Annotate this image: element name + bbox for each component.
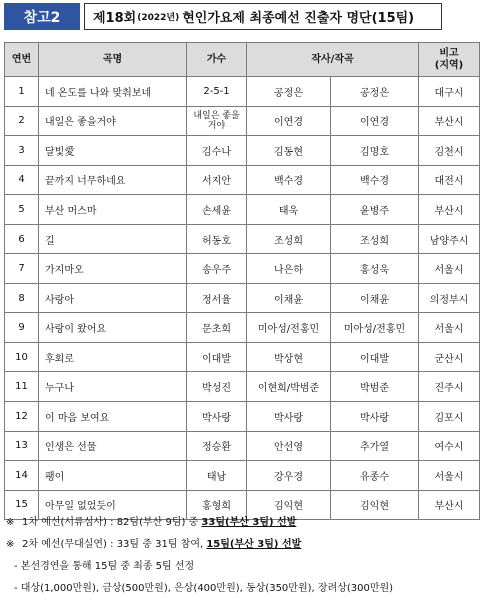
cell-singer: 김수나 (187, 136, 247, 166)
cell-no: 6 (5, 224, 39, 254)
cell-song: 누구나 (39, 372, 187, 402)
cell-lyricist: 김동현 (247, 136, 331, 166)
note-round1-bold: 33팀(부산 3팀) 선발 (201, 517, 297, 528)
cell-song: 아무일 없었듯이 (39, 490, 187, 520)
title-prefix: 제18회 (93, 11, 137, 26)
cell-region: 부산시 (419, 490, 480, 520)
cell-song: 길 (39, 224, 187, 254)
cell-composer: 조성희 (331, 224, 419, 254)
cell-composer: 홍성욱 (331, 254, 419, 284)
note-round2-text: 2차 예선(무대실연) : 33팀 중 31팀 참여, (22, 539, 207, 550)
cell-song: 네 온도를 나와 맞춰보네 (39, 77, 187, 107)
cell-composer: 박범준 (331, 372, 419, 402)
note-round2 (6, 534, 476, 556)
cell-song: 끝까지 너무하네요 (39, 165, 187, 195)
cell-singer: 태남 (187, 461, 247, 491)
cell-singer: 2-5-1 (187, 77, 247, 107)
cell-composer: 유종수 (331, 461, 419, 491)
cell-song: 이 마음 보여요 (39, 402, 187, 432)
cell-singer: 정승환 (187, 431, 247, 461)
cell-region: 서울시 (419, 254, 480, 284)
cell-lyricist: 백수경 (247, 165, 331, 195)
cell-no: 10 (5, 342, 39, 372)
cell-no: 8 (5, 283, 39, 313)
cell-singer: 손세윤 (187, 195, 247, 225)
cell-composer: 이채윤 (331, 283, 419, 313)
cell-song: 내일은 좋을거야 (39, 106, 187, 136)
note-round2-bold: 15팀(부산 3팀) 선발 (206, 539, 302, 550)
cell-no: 3 (5, 136, 39, 166)
cell-region: 김천시 (419, 136, 480, 166)
cell-lyricist: 미아성/전홍민 (247, 313, 331, 343)
table-row (5, 461, 480, 491)
cell-lyricist: 조성희 (247, 224, 331, 254)
cell-song: 사랑이 왔어요 (39, 313, 187, 343)
finalist-table (4, 42, 480, 520)
cell-singer: 송우주 (187, 254, 247, 284)
reference-badge: 참고2 (4, 3, 80, 30)
header-remark-line1: 비고 (439, 47, 459, 59)
table-row (5, 165, 480, 195)
cell-region: 부산시 (419, 195, 480, 225)
cell-lyricist: 이채윤 (247, 283, 331, 313)
cell-singer: 박성진 (187, 372, 247, 402)
cell-no: 1 (5, 77, 39, 107)
cell-song: 후회로 (39, 342, 187, 372)
cell-region: 서울시 (419, 313, 480, 343)
cell-region: 군산시 (419, 342, 480, 372)
cell-lyricist: 김익현 (247, 490, 331, 520)
cell-no: 15 (5, 490, 39, 520)
cell-no: 11 (5, 372, 39, 402)
cell-region: 남양주시 (419, 224, 480, 254)
cell-region: 진주시 (419, 372, 480, 402)
cell-singer: 허동호 (187, 224, 247, 254)
table-row (5, 372, 480, 402)
cell-composer: 박사랑 (331, 402, 419, 432)
cell-region: 부산시 (419, 106, 480, 136)
cell-composer: 백수경 (331, 165, 419, 195)
table-header (5, 43, 480, 77)
table-row (5, 106, 480, 136)
cell-singer: 홍형희 (187, 490, 247, 520)
cell-lyricist: 태욱 (247, 195, 331, 225)
cell-singer: 문초희 (187, 313, 247, 343)
cell-song: 사랑아 (39, 283, 187, 313)
cell-lyricist: 안선영 (247, 431, 331, 461)
cell-no: 4 (5, 165, 39, 195)
table-row (5, 136, 480, 166)
cell-composer: 이연경 (331, 106, 419, 136)
page-title (84, 3, 442, 30)
cell-lyricist: 강우경 (247, 461, 331, 491)
cell-no: 14 (5, 461, 39, 491)
title-year: (2022년) (137, 13, 180, 23)
table-row (5, 77, 480, 107)
header-singer: 가수 (187, 43, 247, 77)
table-row (5, 195, 480, 225)
cell-singer: 서지안 (187, 165, 247, 195)
table-row (5, 402, 480, 432)
table-row (5, 313, 480, 343)
header-remark (419, 43, 480, 77)
cell-no: 2 (5, 106, 39, 136)
table-row (5, 254, 480, 284)
note-prizes: - 대상(1,000만원), 금상(500만원), 은상(400만원), 동상(350만원), 장려상(300만원) (14, 583, 394, 594)
cell-region: 대구시 (419, 77, 480, 107)
cell-singer: 박사랑 (187, 402, 247, 432)
cell-no: 7 (5, 254, 39, 284)
cell-composer: 미아성/전홍민 (331, 313, 419, 343)
note-round1-text: 1차 예선(서류심사) : 82팀(부산 9팀) 중 (22, 517, 202, 528)
cell-composer: 김명호 (331, 136, 419, 166)
cell-no: 5 (5, 195, 39, 225)
table-row (5, 224, 480, 254)
cell-song: 인생은 선물 (39, 431, 187, 461)
cell-lyricist: 나은하 (247, 254, 331, 284)
page-header (4, 3, 480, 30)
header-song: 곡명 (39, 43, 187, 77)
cell-lyricist: 이연경 (247, 106, 331, 136)
cell-singer: 정서율 (187, 283, 247, 313)
cell-lyricist: 박사랑 (247, 402, 331, 432)
cell-no: 13 (5, 431, 39, 461)
table-row (5, 431, 480, 461)
cell-song: 달빛愛 (39, 136, 187, 166)
note-mark: ※ (6, 517, 15, 528)
cell-region: 서울시 (419, 461, 480, 491)
notes (6, 512, 476, 600)
header-remark-line2: (지역) (434, 59, 464, 71)
note-final-selection: - 본선경연을 통해 15팀 중 최종 5팀 선정 (14, 561, 195, 572)
cell-region: 의정부시 (419, 283, 480, 313)
cell-no: 12 (5, 402, 39, 432)
cell-lyricist: 박상현 (247, 342, 331, 372)
cell-composer: 공정은 (331, 77, 419, 107)
cell-no: 9 (5, 313, 39, 343)
cell-singer: 이대발 (187, 342, 247, 372)
cell-composer: 추가열 (331, 431, 419, 461)
cell-song: 가지마오 (39, 254, 187, 284)
note-mark: ※ (6, 539, 15, 550)
cell-composer: 윤병주 (331, 195, 419, 225)
cell-song: 부산 머스마 (39, 195, 187, 225)
table-row (5, 342, 480, 372)
header-composer: 작사/작곡 (247, 43, 419, 77)
table-row (5, 283, 480, 313)
cell-lyricist: 공정은 (247, 77, 331, 107)
header-no: 연번 (5, 43, 39, 77)
cell-song: 팽이 (39, 461, 187, 491)
cell-lyricist: 이현희/박범준 (247, 372, 331, 402)
cell-singer: 내일은 좋을거야 (187, 106, 247, 136)
cell-region: 김포시 (419, 402, 480, 432)
cell-region: 여수시 (419, 431, 480, 461)
table-body (5, 77, 480, 520)
cell-composer: 김익현 (331, 490, 419, 520)
cell-region: 대전시 (419, 165, 480, 195)
note-round1 (6, 512, 476, 534)
title-rest: 현인가요제 최종예선 진출자 명단(15팀) (182, 11, 415, 26)
cell-composer: 이대발 (331, 342, 419, 372)
